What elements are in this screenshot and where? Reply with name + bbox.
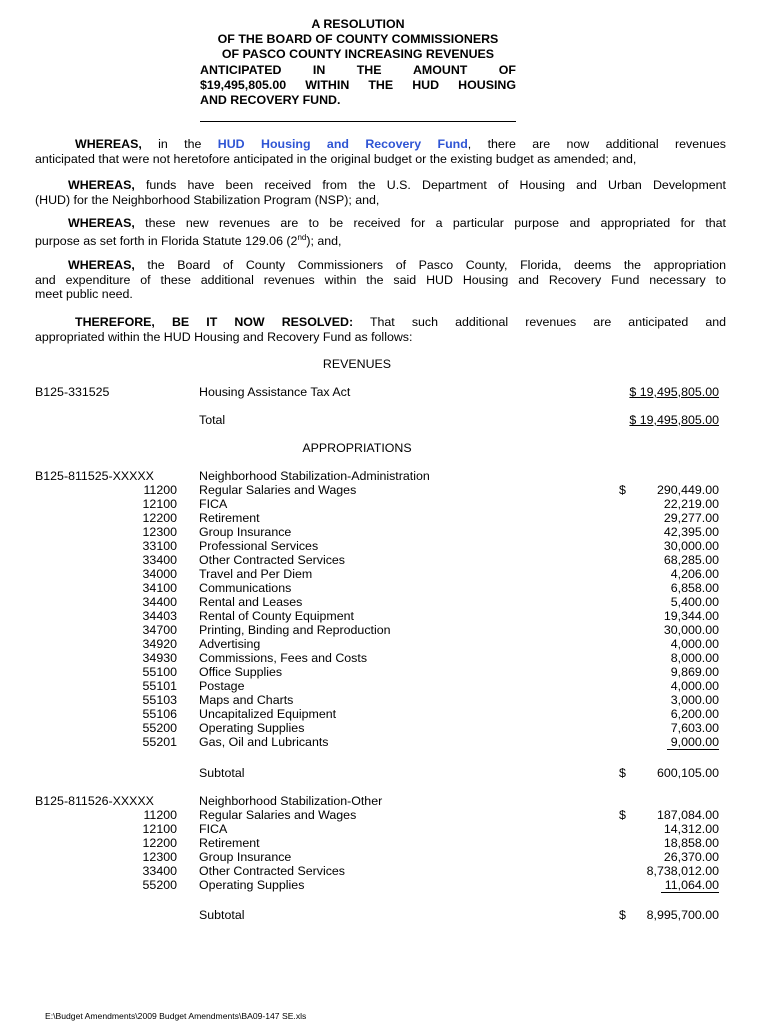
line-item-description: Group Insurance — [199, 525, 292, 539]
paragraph-line — [35, 315, 726, 330]
line-item-row — [0, 483, 770, 497]
line-item-row — [0, 553, 770, 567]
paragraph-text: anticipated that were not heretofore anticipated in the original budget or the existing budget as amended; and, — [35, 151, 637, 166]
object-code: 55200 — [142, 721, 177, 735]
object-code: 11200 — [143, 483, 177, 497]
title-line-2: OF THE BOARD OF COUNTY COMMISSIONERS — [217, 32, 499, 47]
title-line-4 — [200, 63, 516, 78]
line-item-amount: 30,000.00 — [663, 623, 719, 637]
dollar-sign: $ — [619, 908, 626, 922]
line-item-description: Other Contracted Services — [199, 864, 345, 878]
line-item-row — [0, 525, 770, 539]
dollar-sign: $ — [619, 808, 626, 822]
line-item-amount: 30,000.00 — [663, 539, 719, 553]
paragraph-line — [35, 216, 726, 231]
line-item-row — [0, 707, 770, 721]
subtotal-row — [0, 766, 770, 780]
line-item-amount: 290,449.00 — [656, 483, 719, 497]
line-item-amount: 6,200.00 — [670, 707, 719, 721]
line-item-amount: 4,000.00 — [670, 637, 719, 651]
title-word: OF — [498, 62, 516, 77]
line-item-row — [0, 735, 770, 749]
line-item-amount: 68,285.00 — [663, 553, 719, 567]
line-item-description: FICA — [199, 822, 228, 836]
object-code: 12200 — [142, 836, 177, 850]
group-title: Neighborhood Stabilization-Administration — [199, 469, 430, 483]
line-item-amount: 4,000.00 — [670, 679, 719, 693]
title-line-6: AND RECOVERY FUND. — [200, 93, 341, 108]
whereas-paragraph-4 — [35, 258, 726, 302]
line-item-row — [0, 850, 770, 864]
line-item-description: Regular Salaries and Wages — [199, 808, 357, 822]
title-word: AMOUNT — [412, 62, 468, 77]
paragraph-text: funds have been received from the U.S. Department of Housing and Urban Development — [134, 178, 726, 192]
paragraph-text: these new revenues are to be received for a particular purpose and appropriated for that — [134, 216, 726, 230]
object-code: 34100 — [142, 581, 177, 595]
line-item-amount: 18,858.00 — [663, 836, 719, 850]
object-code: 34400 — [142, 595, 177, 609]
revenue-row — [0, 385, 770, 399]
title-divider — [200, 121, 516, 122]
line-item-row — [0, 511, 770, 525]
line-item-amount: 9,000.00 — [667, 735, 719, 750]
account-code: B125-331525 — [35, 385, 110, 399]
line-item-description: Maps and Charts — [199, 693, 294, 707]
appropriation-group-header — [0, 469, 770, 483]
paragraph-line — [35, 137, 726, 152]
line-item-description: Retirement — [199, 836, 260, 850]
subtotal-amount: 600,105.00 — [656, 766, 719, 780]
account-description: Housing Assistance Tax Act — [199, 385, 351, 399]
title-word: THE — [356, 62, 382, 77]
line-item-row — [0, 864, 770, 878]
line-item-amount: 42,395.00 — [663, 525, 719, 539]
paragraph-text: the Board of County Commissioners of Pasco County, Florida, deems the appropriation — [134, 258, 726, 272]
superscript: nd — [297, 232, 307, 242]
line-item-amount: 14,312.00 — [663, 822, 719, 836]
object-code: 55101 — [142, 679, 177, 693]
line-item-description: Rental of County Equipment — [199, 609, 354, 623]
line-item-row — [0, 623, 770, 637]
line-item-amount: 8,000.00 — [670, 651, 719, 665]
line-item-description: Commissions, Fees and Costs — [199, 651, 368, 665]
appropriations-heading: APPROPRIATIONS — [302, 441, 412, 455]
paragraph-text: and expenditure of these additional revenues within the said HUD Housing and Recovery Fund necessary to — [35, 272, 726, 287]
line-item-amount: 22,219.00 — [663, 497, 719, 511]
line-item-description: Office Supplies — [199, 665, 283, 679]
line-item-description: Advertising — [199, 637, 261, 651]
paragraph-line — [35, 234, 726, 249]
paragraph-text: , there are now additional revenues — [467, 137, 726, 151]
whereas-label: WHEREAS, — [68, 216, 135, 230]
object-code: 34403 — [142, 609, 177, 623]
paragraph-text: appropriated within the HUD Housing and Recovery Fund as follows: — [35, 329, 413, 344]
line-item-row — [0, 637, 770, 651]
line-item-row — [0, 567, 770, 581]
whereas-paragraph-2 — [35, 178, 726, 207]
line-item-row — [0, 595, 770, 609]
line-item-description: Printing, Binding and Reproduction — [199, 623, 391, 637]
line-item-row — [0, 721, 770, 735]
line-item-row — [0, 651, 770, 665]
paragraph-line — [35, 258, 726, 273]
line-item-row — [0, 878, 770, 892]
line-item-row — [0, 665, 770, 679]
line-item-row — [0, 609, 770, 623]
revenue-total-row — [0, 413, 770, 427]
line-item-amount: 7,603.00 — [670, 721, 719, 735]
paragraph-text: in the — [141, 137, 218, 151]
object-code: 34930 — [142, 651, 177, 665]
object-code: 34920 — [142, 637, 177, 651]
object-code: 55200 — [142, 878, 177, 892]
line-item-description: FICA — [199, 497, 228, 511]
object-code: 33100 — [142, 539, 177, 553]
title-line-5: $19,495,805.00 WITHIN THE HUD HOUSING — [200, 77, 516, 92]
line-item-amount: 3,000.00 — [670, 693, 719, 707]
line-item-amount: 4,206.00 — [670, 567, 719, 581]
title-word: ANTICIPATED — [200, 62, 282, 77]
group-title: Neighborhood Stabilization-Other — [199, 794, 383, 808]
line-item-row — [0, 693, 770, 707]
object-code: 11200 — [143, 808, 177, 822]
whereas-label: WHEREAS, — [68, 178, 135, 192]
line-item-row — [0, 808, 770, 822]
paragraph-text: purpose as set forth in Florida Statute 129.06 (2 — [35, 233, 298, 248]
whereas-label: WHEREAS, — [75, 137, 142, 151]
line-item-row — [0, 679, 770, 693]
paragraph-line — [35, 178, 726, 193]
line-item-description: Group Insurance — [199, 850, 292, 864]
whereas-label: WHEREAS, — [68, 258, 135, 272]
title-word: IN — [312, 62, 326, 77]
line-item-row — [0, 836, 770, 850]
whereas-paragraph-3 — [35, 216, 726, 248]
therefore-label: THEREFORE, BE IT NOW RESOLVED: — [75, 315, 354, 329]
line-item-row — [0, 822, 770, 836]
line-item-description: Other Contracted Services — [199, 553, 345, 567]
line-item-description: Rental and Leases — [199, 595, 303, 609]
line-item-description: Professional Services — [199, 539, 319, 553]
dollar-sign: $ — [619, 483, 626, 497]
object-code: 12300 — [142, 850, 177, 864]
line-item-description: Postage — [199, 679, 245, 693]
total-amount: $ 19,495,805.00 — [629, 413, 719, 427]
line-item-description: Uncapitalized Equipment — [199, 707, 337, 721]
line-item-description: Operating Supplies — [199, 878, 305, 892]
line-item-description: Regular Salaries and Wages — [199, 483, 357, 497]
line-item-amount: 9,869.00 — [670, 665, 719, 679]
object-code: 34700 — [142, 623, 177, 637]
object-code: 33400 — [142, 864, 177, 878]
line-item-row — [0, 539, 770, 553]
line-item-description: Gas, Oil and Lubricants — [199, 735, 329, 749]
subtotal-row — [0, 908, 770, 922]
subtotal-label: Subtotal — [199, 766, 245, 780]
object-code: 33400 — [142, 553, 177, 567]
line-item-description: Operating Supplies — [199, 721, 305, 735]
line-item-amount: 5,400.00 — [670, 595, 719, 609]
revenue-amount: $ 19,495,805.00 — [629, 385, 719, 399]
line-item-amount: 8,738,012.00 — [646, 864, 719, 878]
object-code: 12100 — [142, 497, 177, 511]
paragraph-text: meet public need. — [35, 287, 133, 302]
line-item-row — [0, 497, 770, 511]
account-code: B125-811525-XXXXX — [35, 469, 154, 483]
object-code: 12100 — [142, 822, 177, 836]
object-code: 55103 — [142, 693, 177, 707]
line-item-description: Communications — [199, 581, 292, 595]
whereas-paragraph-1 — [35, 137, 726, 166]
object-code: 12300 — [142, 525, 177, 539]
paragraph-text: (HUD) for the Neighborhood Stabilization Program (NSP); and, — [35, 192, 380, 207]
object-code: 12200 — [142, 511, 177, 525]
file-path-footer: E:\Budget Amendments\2009 Budget Amendments\BA09-147 SE.xls — [45, 1011, 307, 1021]
line-item-row — [0, 581, 770, 595]
resolution-title — [200, 17, 516, 108]
line-item-description: Retirement — [199, 511, 260, 525]
object-code: 34000 — [142, 567, 177, 581]
line-item-amount: 187,084.00 — [656, 808, 719, 822]
line-item-amount: 11,064.00 — [661, 878, 719, 893]
line-item-amount: 6,858.00 — [670, 581, 719, 595]
title-line-1: A RESOLUTION — [311, 17, 405, 31]
line-item-amount: 26,370.00 — [663, 850, 719, 864]
dollar-sign: $ — [619, 766, 626, 780]
subtotal-label: Subtotal — [199, 908, 245, 922]
title-line-3: OF PASCO COUNTY INCREASING REVENUES — [221, 47, 495, 62]
object-code: 55106 — [142, 707, 177, 721]
appropriation-group-header — [0, 794, 770, 808]
line-item-description: Travel and Per Diem — [199, 567, 313, 581]
object-code: 55100 — [142, 665, 177, 679]
subtotal-amount: 8,995,700.00 — [646, 908, 719, 922]
account-code: B125-811526-XXXXX — [35, 794, 154, 808]
line-item-amount: 29,277.00 — [663, 511, 719, 525]
object-code: 55201 — [142, 735, 177, 749]
paragraph-text: That such additional revenues are anticipated and — [353, 315, 727, 329]
revenues-heading: REVENUES — [322, 357, 392, 371]
hud-fund-link[interactable]: HUD Housing and Recovery Fund — [217, 137, 468, 151]
therefore-paragraph — [35, 315, 726, 344]
total-label: Total — [199, 413, 226, 427]
line-item-amount: 19,344.00 — [663, 609, 719, 623]
paragraph-text: ); and, — [306, 233, 342, 248]
